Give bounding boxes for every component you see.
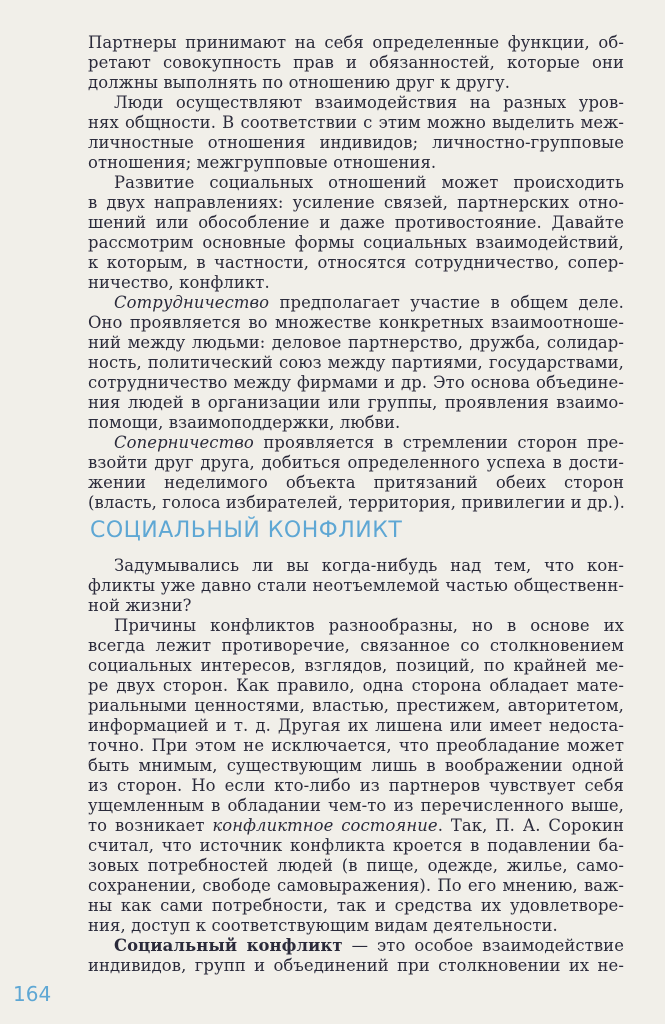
text-line: Партнеры принимают на себя определенные функции, об-	[88, 33, 624, 52]
text-fragment: . Так, П. А. Сорокин	[437, 816, 624, 835]
text-fragment: предполагает участие в общем деле.	[269, 293, 624, 312]
text-line: Причины конфликтов разнообразны, но в основе их	[114, 616, 624, 635]
text-line: ны как сами потребности, так и средства их удовлетворе-	[88, 896, 624, 915]
text-line: ре двух сторон. Как правило, одна сторона обладает мате-	[88, 676, 624, 695]
text-line: нях общности. В соответствии с этим можно выделить меж-	[88, 113, 624, 132]
text-line: риальными ценностями, властью, престижем, авторитетом,	[88, 696, 624, 715]
text-line: личностные отношения индивидов; личностно-групповые	[88, 133, 624, 152]
text-block-bottom	[88, 556, 624, 976]
text-line: помощи, взаимоподдержки, любви.	[88, 413, 401, 432]
text-line	[88, 433, 624, 453]
term-conflict-state: конфликтное состояние	[212, 816, 438, 835]
text-line: ничество, конфликт.	[88, 273, 270, 292]
text-line: жении неделимого объекта притязаний обеих сторон	[88, 473, 624, 492]
text-line: ний между людьми: деловое партнерство, дружба, солидар-	[88, 333, 624, 352]
text-line: фликты уже давно стали неотъемлемой частью общественн-	[88, 576, 624, 595]
text-line: в двух направлениях: усиление связей, партнерских отно-	[88, 193, 624, 212]
text-line	[88, 936, 624, 956]
text-line: зовых потребностей людей (в пище, одежде, жилье, само-	[88, 856, 624, 875]
text-line: ния людей в организации или группы, проявления взаимо-	[88, 393, 624, 412]
text-line: ния, доступ к соответствующим видам деятельности.	[88, 916, 558, 935]
term-competition: Соперничество	[114, 433, 254, 452]
text-line: ной жизни?	[88, 596, 192, 615]
text-line: из сторон. Но если кто-либо из партнеров чувствует себя	[88, 776, 624, 795]
term-cooperation: Сотрудничество	[114, 293, 270, 312]
text-line: социальных интересов, взглядов, позиций, по крайней ме-	[88, 656, 624, 675]
text-line: быть мнимым, существующим лишь в воображении одной	[88, 756, 624, 775]
text-line: Задумывались ли вы когда-нибудь над тем, что кон-	[114, 556, 624, 575]
text-line: ность, политический союз между партиями, государствами,	[88, 353, 624, 372]
text-line: индивидов, групп и объединений при столкновении их не-	[88, 956, 624, 975]
text-line: шений или обособление и даже противостояние. Давайте	[88, 213, 624, 232]
text-block-top	[88, 33, 624, 513]
text-line: рассмотрим основные формы социальных взаимодействий,	[88, 233, 624, 252]
text-line: Люди осуществляют взаимодействия на разных уров-	[114, 93, 624, 112]
text-line: точно. При этом не исключается, что преобладание может	[88, 736, 624, 755]
text-line	[88, 293, 624, 313]
text-line: Развитие социальных отношений может происходить	[114, 173, 624, 192]
text-line: должны выполнять по отношению друг к другу.	[88, 73, 511, 92]
text-line: взойти друг друга, добиться определенного успеха в дости-	[88, 453, 624, 472]
page-number: 164	[13, 982, 52, 1006]
text-fragment: проявляется в стремлении сторон пре-	[253, 433, 624, 452]
text-line: информацией и т. д. Другая их лишена или имеет недоста-	[88, 716, 624, 735]
text-line: сотрудничество между фирмами и др. Это основа объедине-	[88, 373, 624, 392]
text-fragment: то возникает	[88, 816, 213, 835]
section-heading: СОЦИАЛЬНЫЙ КОНФЛИКТ	[90, 518, 403, 543]
text-line	[88, 816, 624, 836]
text-line: (власть, голоса избирателей, территория, привилегии и др.).	[88, 493, 625, 512]
text-line: отношения; межгрупповые отношения.	[88, 153, 437, 172]
text-line: сохранении, свободе самовыражения). По его мнению, важ-	[88, 876, 624, 895]
text-line: ущемленным в обладании чем-то из перечисленного выше,	[88, 796, 624, 815]
text-line: считал, что источник конфликта кроется в подавлении ба-	[88, 836, 624, 855]
term-social-conflict: Социальный конфликт	[114, 936, 343, 955]
text-line: к которым, в частности, относятся сотрудничество, сопер-	[88, 253, 624, 272]
text-fragment: — это особое взаимодействие	[342, 936, 624, 955]
text-line: ретают совокупность прав и обязанностей, которые они	[88, 53, 624, 72]
text-line: всегда лежит противоречие, связанное со столкновением	[88, 636, 624, 655]
text-line: Оно проявляется во множестве конкретных взаимоотноше-	[88, 313, 624, 332]
